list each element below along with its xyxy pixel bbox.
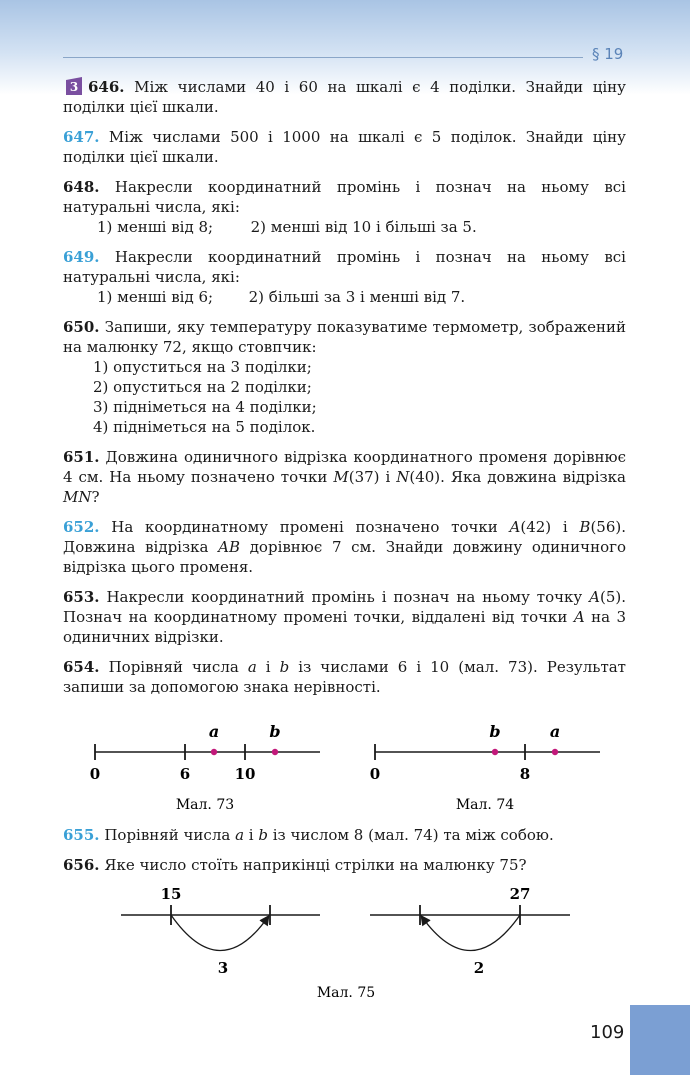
exercise-text: ? xyxy=(91,488,100,506)
point-a-label: a xyxy=(208,722,220,741)
exercise-text: Запиши, яку температуру показуватиме термометр, зображений на малюнку 72, якщо стовпчик: xyxy=(63,318,626,356)
tick-label-6: 6 xyxy=(179,765,191,783)
point-label: A xyxy=(573,608,585,626)
exercise-number: 646. xyxy=(88,78,125,96)
figure-75-left xyxy=(121,885,320,977)
step-label: 3 xyxy=(217,959,229,977)
figure-caption: Мал. 73 xyxy=(175,797,235,813)
step-label: 2 xyxy=(473,959,485,977)
exercise-number: 654. xyxy=(63,658,100,676)
exercise-text: Яке число стоїть наприкінці стрілки на малюнку 75? xyxy=(104,856,527,874)
figure-74 xyxy=(370,722,600,813)
subitem-4: 4) підніметься на 5 поділок. xyxy=(93,418,316,436)
exercise-text: (37) і xyxy=(348,468,397,486)
exercise-648 xyxy=(63,177,626,237)
header-rule xyxy=(63,57,583,58)
subitem-1: 1) менші від 6; xyxy=(97,288,214,306)
exercise-text: (56). Довжина відрізка xyxy=(63,518,626,556)
difficulty-badge-icon xyxy=(63,76,85,96)
variable-label: a xyxy=(235,826,245,844)
exercise-number: 651. xyxy=(63,448,100,466)
exercise-text: із числами 6 і 10 (мал. 73). Результат запиши за допомогою знака нерівності. xyxy=(63,658,626,696)
page-number: 109 xyxy=(590,1022,625,1043)
figure-73 xyxy=(90,722,320,813)
exercise-text: Накресли координатний промінь і познач на ньому точку xyxy=(106,588,590,606)
variable-label: a xyxy=(247,658,257,676)
exercise-list xyxy=(63,76,626,1003)
point-a-label: a xyxy=(549,722,561,741)
jump-arrow xyxy=(422,915,520,951)
exercise-number: 655. xyxy=(63,826,100,844)
exercise-646 xyxy=(63,76,626,117)
exercise-text: Порівняй числа xyxy=(104,826,236,844)
exercise-number: 656. xyxy=(63,856,100,874)
exercise-text: і xyxy=(244,826,259,844)
exercise-number: 648. xyxy=(63,178,100,196)
start-label: 15 xyxy=(160,885,182,903)
figure-caption: Мал. 75 xyxy=(316,985,376,1001)
exercise-text: (5). Познач на координатному промені точки, віддалені від точки xyxy=(63,588,626,626)
segment-label: AB xyxy=(218,538,241,556)
exercise-652 xyxy=(63,517,626,577)
page-corner-tab xyxy=(630,1005,690,1075)
section-label: § 19 xyxy=(592,45,624,63)
exercise-text: Накресли координатний промінь і познач на ньому всі натуральні числа, які: xyxy=(63,248,626,286)
exercise-number: 649. xyxy=(63,248,100,266)
exercise-text: і xyxy=(256,658,280,676)
exercise-text: Довжина одиничного відрізка координатного променя дорівнює 4 см. На ньому позначено точки xyxy=(63,448,626,486)
exercise-text: (42) і xyxy=(520,518,580,536)
exercise-text: дорівнює 7 см. Знайди довжину одиничного відрізка цього променя. xyxy=(63,538,626,576)
exercise-subitems xyxy=(63,287,626,307)
subitem-1: 1) менші від 8; xyxy=(97,218,214,236)
exercise-656 xyxy=(63,855,626,875)
figure-caption: Мал. 74 xyxy=(455,797,515,813)
point-label: B xyxy=(579,518,591,536)
exercise-text: на 3 одиничних відрізки. xyxy=(63,608,627,646)
figure-75 xyxy=(63,885,626,1003)
exercise-653 xyxy=(63,587,626,647)
exercise-654 xyxy=(63,657,626,697)
tick-label-8: 8 xyxy=(519,765,531,783)
exercise-number: 652. xyxy=(63,518,100,536)
exercise-subitems xyxy=(63,217,626,237)
jump-arrow xyxy=(171,915,268,951)
exercise-text: (40). Яка довжина відрізка xyxy=(409,468,627,486)
arrow-number-lines-figure xyxy=(63,885,626,1003)
point-label: A xyxy=(589,588,600,606)
subitem-3: 3) підніметься на 4 поділки; xyxy=(93,398,317,416)
point-b-label: b xyxy=(269,722,281,741)
point-b-marker xyxy=(492,749,498,755)
number-lines-figure xyxy=(63,707,626,819)
point-a-marker xyxy=(552,749,558,755)
point-label: N xyxy=(396,468,410,486)
start-label: 27 xyxy=(509,885,531,903)
variable-label: b xyxy=(279,658,290,676)
exercise-number: 647. xyxy=(63,128,100,146)
exercise-650 xyxy=(63,317,626,437)
tick-label-10: 10 xyxy=(234,765,256,783)
subitem-2: 2) менші від 10 і більші за 5. xyxy=(250,218,477,236)
exercise-number: 653. xyxy=(63,588,100,606)
exercise-649 xyxy=(63,247,626,307)
segment-label: MN xyxy=(63,488,92,506)
figure-75-right xyxy=(370,885,570,977)
exercise-655 xyxy=(63,825,626,845)
subitem-2: 2) опуститься на 2 поділки; xyxy=(93,378,312,396)
exercise-text: Накресли координатний промінь і познач на ньому всі натуральні числа, які: xyxy=(63,178,626,216)
tick-label-0: 0 xyxy=(89,765,101,783)
point-b-label: b xyxy=(489,722,501,741)
point-label: M xyxy=(333,468,349,486)
tick-label-0: 0 xyxy=(369,765,381,783)
subitem-1: 1) опуститься на 3 поділки; xyxy=(93,358,312,376)
variable-label: b xyxy=(258,826,268,844)
exercise-text: Між числами 40 і 60 на шкалі є 4 поділки. Знайди ціну поділки цієї шкали. xyxy=(63,78,626,116)
exercise-651 xyxy=(63,447,626,507)
exercise-text: із числом 8 (мал. 74) та між собою. xyxy=(267,826,554,844)
exercise-647 xyxy=(63,127,626,167)
subitem-2: 2) більші за 3 і менші від 7. xyxy=(248,288,466,306)
point-b-marker xyxy=(272,749,278,755)
exercise-text: Між числами 500 і 1000 на шкалі є 5 поділок. Знайди ціну поділки цієї шкали. xyxy=(63,128,626,166)
exercise-number: 650. xyxy=(63,318,100,336)
figures-73-74 xyxy=(63,707,626,819)
point-label: A xyxy=(509,518,521,536)
difficulty-badge-level: 3 xyxy=(69,80,79,94)
exercise-text: На координатному промені позначено точки xyxy=(111,518,510,536)
point-a-marker xyxy=(211,749,217,755)
exercise-text: Порівняй числа xyxy=(108,658,248,676)
